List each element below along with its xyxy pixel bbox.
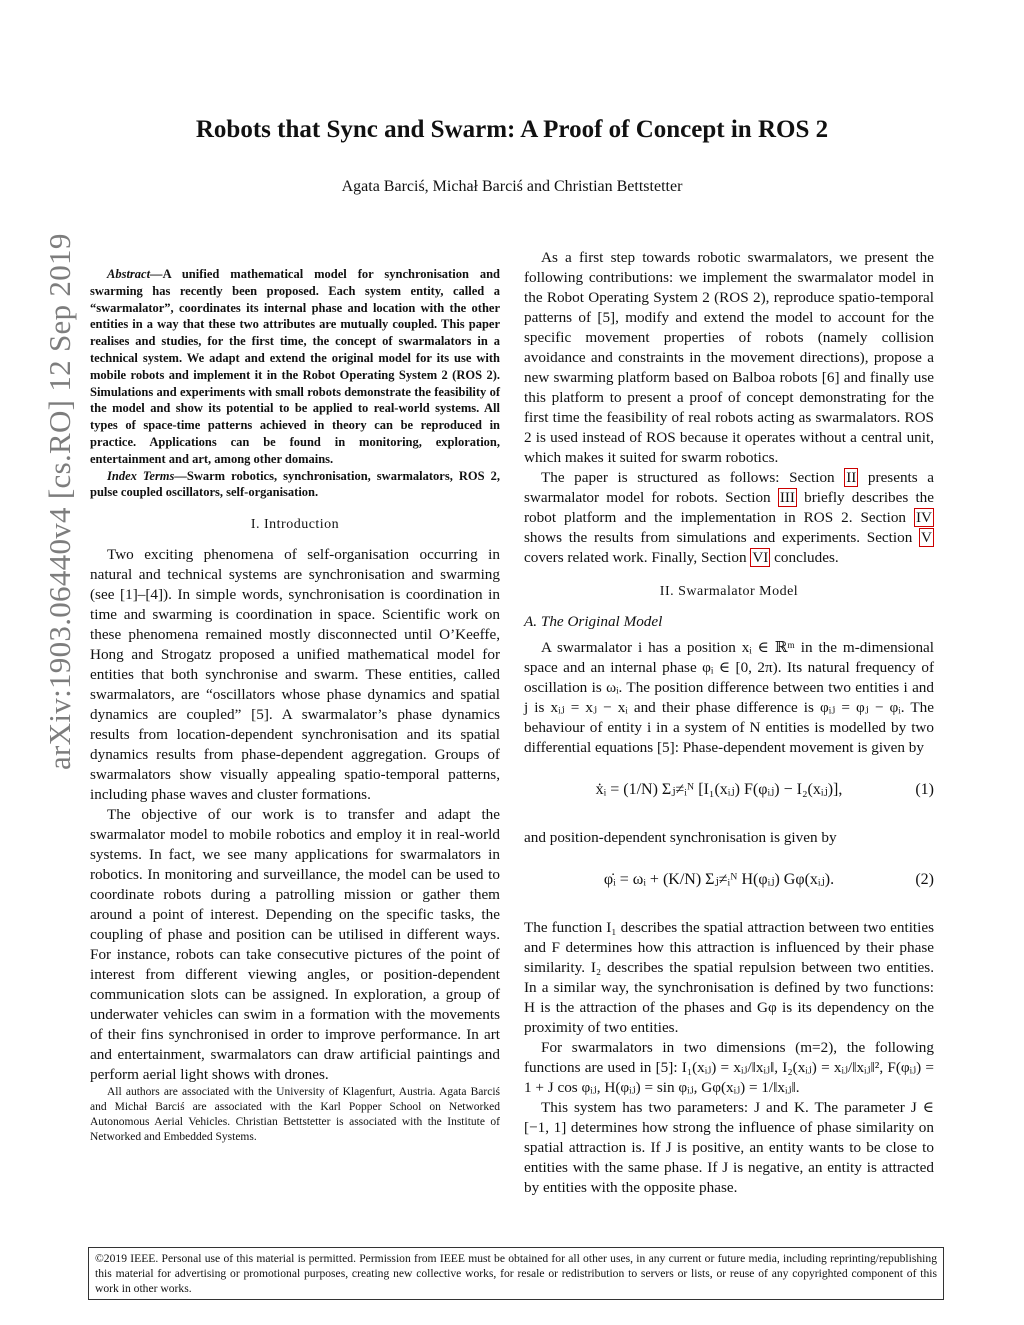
index-terms	[90, 468, 500, 502]
equation-1	[524, 766, 934, 822]
subsection-heading-original-model: A. The Original Model	[524, 613, 663, 630]
equation-1-math: ẋᵢ = (1/N) Σⱼ≠ᵢᴺ [I₁(xᵢⱼ) F(φᵢⱼ) − I₂(xᵢⱼ)],	[595, 781, 843, 798]
section-link-vi[interactable]: VI	[752, 549, 769, 566]
model-paragraph: A swarmalator i has a position xᵢ ∈ ℝᵐ in the m-dimensional space and an internal phase φᵢ ∈ [0, 2π). Its natural frequency of oscillation is ωᵢ. The position difference between two entities i and j is xᵢⱼ = xⱼ − xᵢ and their phase difference is φᵢⱼ = φⱼ − φᵢ. The behaviour of entity i in a system of N entities is modelled by two differential equations [5]: Phase-dependent movement is given by	[524, 639, 934, 756]
intro-paragraph-2: The objective of our work is to transfer and adapt the swarmalator model to mobile robotics and employ it in real-world systems. In fact, we see many applications for swarmalators in robotics. In monitoring and surveillance, the model can be used to coordinate robots during a patrolling mission or gather them around a point of interest. Depending on the specific tasks, the coupling of phase and position can be utilised in different ways. For instance, robots can take consecutive pictures of the point of interest from different viewing angles, or position-dependent communication slots can be assigned. In exploration, a group of underwater vehicles can swim in a formation with the movements of their fins synchronised in order to improve performance. In art and entertainment, swarmalators can draw artificial paintings and perform aerial light shows with drones.	[90, 806, 500, 1084]
index-terms-text: Swarm robotics, synchronisation, swarmalators, ROS 2, pulse coupled oscillators, self-organisation.	[90, 468, 500, 500]
structure-text-b: presents a swarmalator model for robots. Section	[524, 469, 935, 506]
ieee-copyright-notice: ©2019 IEEE. Personal use of this material is permitted. Permission from IEEE must be obtained for all other uses, in any current or future media, including reprinting/republishing this material for advertising or promotional purposes, creating new collective works, for resale or redistribution to servers or lists, or reuse of any copyrighted component of this work in other works.	[88, 1247, 944, 1300]
structure-text-e: covers related work. Finally, Section	[524, 549, 751, 566]
right-column	[524, 248, 934, 1198]
section-link-iii[interactable]: III	[779, 489, 795, 506]
abstract-lead: Abstract—	[107, 267, 163, 281]
paper-authors: Agata Barciś, Michał Barciś and Christian Bettstetter	[341, 178, 683, 195]
equation-2-number: (2)	[915, 871, 934, 888]
contributions-paragraph: As a first step towards robotic swarmalators, we present the following contributions: we implement the swarmalator model in the Robot Operating System 2 (ROS 2), reproduce spatio-temporal patterns of [5], modify and extend the model to account for the specific movement properties of robots (namely collision avoidance and constraints in the movement directions), propose a new swarming platform based on Balboa robots [6] and finally use this platform to present a proof of concept demonstrating for the first time the feasibility of real robots acting as swarmalators. ROS 2 is used instead of ROS because it operates without a central unit, which makes it suited for swarm robotics.	[524, 249, 934, 466]
structure-text-d: shows the results from simulations and experiments. Section	[524, 529, 920, 546]
functions-description: The function I₁ describes the spatial attraction between two entities and F determines how this attraction is influenced by their phase similarity. I₂ describes the spatial repulsion between two entities. In a similar way, the synchronisation is defined by two functions: H is the attraction of the phases and Gφ is its dependency on the proximity of two entities.	[524, 919, 934, 1036]
section-link-ii[interactable]: II	[846, 469, 857, 486]
parameters-paragraph: This system has two parameters: J and K. The parameter J ∈ [−1, 1] determines how strong the influence of phase similarity on spatial attraction is. If J is positive, an entity wants to be close to entities with the same phase. If J is negative, an entity is attracted by entities with the opposite phase.	[524, 1099, 934, 1196]
abstract-text: A unified mathematical model for synchronisation and swarming has recently been proposed. Each system entity, called a “swarmalator”, coordinates its internal phase and location with the other entities in a way that these two attributes are mutually coupled. This paper realises and studies, for the first time, the concept of swarmalators in a technical system. We adapt and extend the original model for its use with mobile robots and implement it in the Robot Operating System 2 (ROS 2). Simulations and experiments with small robots demonstrate the feasibility of the model and show its potential to be applied to real-world systems. All types of space-time patterns achieved in theory can be reproduced in practice. Applications can be found in monitoring, exploration, entertainment and art, among other domains.	[90, 267, 500, 466]
section-link-v[interactable]: V	[921, 529, 932, 546]
structure-text-a: The paper is structured as follows: Section	[541, 469, 845, 486]
sync-intro-text: and position-dependent synchronisation is given by	[524, 829, 837, 846]
intro-paragraph-1: Two exciting phenomena of self-organisation occurring in natural and technical systems are synchronisation and swarming (see [1]–[4]). In simple words, synchronisation is coordination in time and swarming is coordination in space. Scientific work on these phenomena remained mostly disconnected until O’Keeffe, Hong and Strogatz proposed a unified mathematical model for entities that both synchronise and swarm. These entities, called swarmalators, are “oscillators whose phase dynamics and spatial dynamics are coupled” [5]. A swarmalator’s phase dynamics results from location-dependent synchronisation and its spatial dynamics results from phase-dependent aggregation. Groups of swarmalators show visually appealing spatio-temporal patterns, including phase waves and cluster formations.	[90, 546, 500, 804]
arxiv-identifier: arXiv:1903.06440v4 [cs.RO] 12 Sep 2019	[42, 233, 77, 770]
structure-text-c: briefly describes the robot platform and the implementation in ROS 2. Section	[524, 489, 934, 526]
functions-2d-paragraph: For swarmalators in two dimensions (m=2), the following functions are used in [5]: I₁(xᵢⱼ) = xᵢⱼ/‖xᵢⱼ‖, I₂(xᵢⱼ) = xᵢⱼ/‖xᵢⱼ‖², F(φᵢⱼ) = 1 + J cos φᵢⱼ, H(φᵢⱼ) = sin φᵢⱼ, Gφ(xᵢⱼ) = 1/‖xᵢⱼ‖.	[524, 1039, 934, 1096]
paper-title: Robots that Sync and Swarm: A Proof of Concept in ROS 2	[195, 116, 829, 143]
author-affiliation-footnote: All authors are associated with the University of Klagenfurt, Austria. Agata Barciś and Michał Barciś are associated with the Karl Popper School on Networked Autonomous Aerial Vehicles. Christian Bettstetter is associated with the Institute of Networked and Embedded Systems.	[90, 1086, 500, 1144]
equation-2-math: φ̇ᵢ = ωᵢ + (K/N) Σⱼ≠ᵢᴺ H(φᵢⱼ) Gφ(xᵢⱼ).	[603, 871, 835, 888]
section-link-iv[interactable]: IV	[915, 509, 932, 526]
equation-1-number: (1)	[915, 781, 934, 798]
section-heading-introduction: I. Introduction	[250, 517, 340, 533]
structure-paragraph	[524, 468, 934, 568]
index-terms-lead: Index Terms—	[107, 468, 187, 483]
equation-2	[524, 856, 934, 912]
abstract	[90, 266, 500, 468]
left-column	[90, 266, 500, 1145]
section-heading-swarmalator-model: II. Swarmalator Model	[659, 584, 799, 599]
structure-text-f: concludes.	[770, 549, 839, 566]
